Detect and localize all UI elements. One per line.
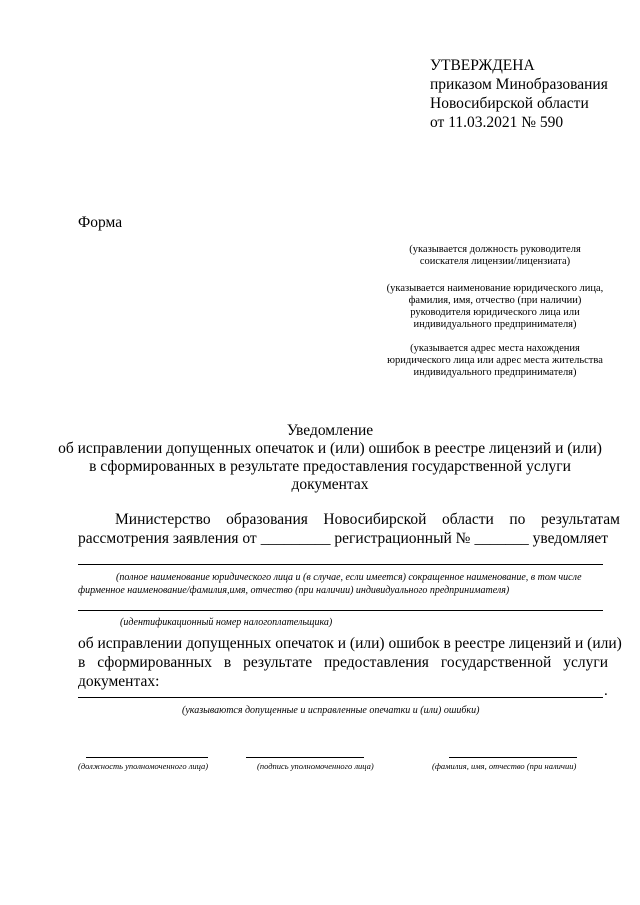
approval-line-3: Новосибирской области [430,95,589,112]
full-name-line [78,564,603,565]
signature-sign-line [246,757,364,758]
word: по [509,511,526,528]
approval-block [430,56,608,132]
date-blank: _________ [260,530,331,547]
text-fragment: регистрационный № [334,530,471,547]
word: области [442,511,494,528]
text-fragment: уведомляет [532,530,608,547]
line-end-dot: . [604,683,608,699]
hint-name-line: индивидуального предпринимателя) [413,319,577,330]
word: государственной [440,654,552,671]
approval-line-4: от 11.03.2021 № 590 [430,114,564,131]
caption-errors: (указываются допущенные и исправленные опечатки и (или) ошибки) [182,705,480,716]
caption-full-name-signer: (фамилия, имя, отчество (при наличии) [432,761,577,771]
signature-position-line [86,757,208,758]
approval-line-2: приказом Минобразования [430,76,608,93]
title-line-2: об исправлении допущенных опечаток и (или) ошибок в реестре лицензий и (или) [58,440,602,457]
hint-name-line: фамилия, имя, отчество (при наличии) [408,295,582,306]
word: образования [226,511,308,528]
para1-line1 [115,510,620,529]
hint-address-line: индивидуального предпринимателя) [413,367,577,378]
para2-line1: об исправлении допущенных опечаток и (или) ошибок в реестре лицензий и (или) [78,635,622,652]
word: услуги [563,654,608,671]
caption-line: (полное наименование юридического лица и (в случае, если имеется) сокращенное наименование, в том числе [116,572,582,583]
signature-name-line [449,757,577,758]
word: в [223,654,232,671]
document-title [40,422,620,494]
hint-address-line: юридического лица или адрес места жительства [387,355,603,366]
para1-line2 [78,529,608,548]
title-line-1: Уведомление [286,422,374,439]
number-blank: _______ [474,530,529,547]
hint-address-line: (указывается адрес места нахождения [410,343,580,354]
title-line-3: в сформированных в результате предоставления государственной услуги [89,458,571,475]
form-label: Форма [78,214,123,231]
caption-full-name [78,571,618,597]
para2-line2 [78,653,608,672]
hint-name-line: руководителя юридического лица или [410,307,580,318]
inn-line [78,610,603,611]
title-line-4: документах [291,476,369,493]
caption-line: фирменное наименование/фамилия,имя, отчество (при наличии) индивидуального предпринимателя) [78,585,510,596]
word: сформированных [97,654,212,671]
word: в [78,654,86,671]
caption-signature: (подпись уполномоченного лица) [257,761,374,771]
word: Новосибирской [323,511,427,528]
caption-position: (должность уполномоченного лица) [78,761,209,771]
para2-line3: документах: [78,673,160,690]
word: Министерство [115,511,211,528]
word: результатам [540,511,620,528]
text-fragment: рассмотрения заявления от [78,530,257,547]
caption-inn: (идентификационный номер налогоплательщика) [120,617,333,628]
errors-line [78,697,603,698]
hint-position [375,244,615,268]
hint-position-line: соискателя лицензии/лицензиата) [419,256,571,267]
hint-position-line: (указывается должность руководителя [409,244,581,255]
hint-name [375,283,615,331]
hint-name-line: (указывается наименование юридического лица, [386,283,604,294]
hint-address [375,343,615,379]
word: результате [243,654,313,671]
approval-line-1: УТВЕРЖДЕНА [430,57,535,74]
word: предоставления [324,654,429,671]
